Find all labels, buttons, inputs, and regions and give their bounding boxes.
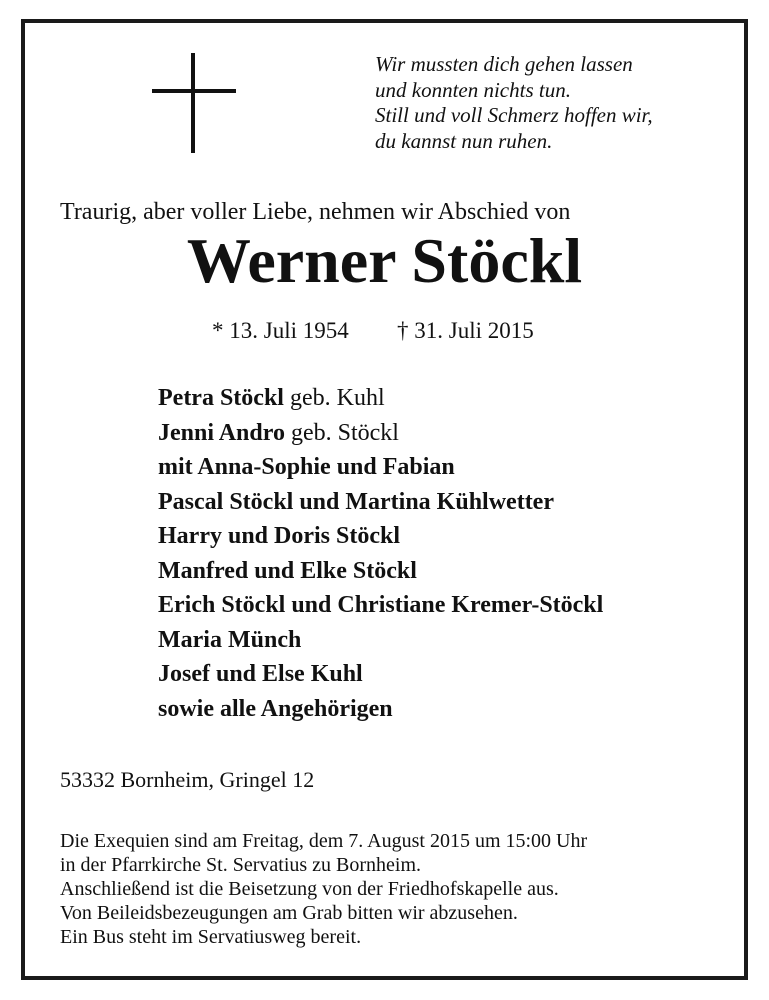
birth-date: * 13. Juli 1954: [212, 318, 349, 343]
mourner-row: [158, 416, 748, 451]
cross-icon: [152, 53, 236, 153]
mourner-name: Josef und Else Kuhl: [158, 661, 363, 687]
mourner-name: Harry und Doris Stöckl: [158, 523, 401, 549]
mourner-row: [158, 623, 748, 658]
mourner-name: Pascal Stöckl und Martina Kühlwetter: [158, 488, 554, 515]
deceased-name: Werner Stöckl: [186, 225, 583, 296]
mourner-note: geb. Stöckl: [284, 419, 399, 446]
notice-line: in der Pfarrkirche St. Servatius zu Bornheim.: [60, 854, 422, 876]
mourner-row: [158, 692, 748, 727]
mourner-row: [158, 554, 748, 589]
poem: [375, 52, 735, 154]
mourner-name: Erich Stöckl und Christiane Kremer-Stöckl: [158, 592, 604, 618]
death-date: † 31. Juli 2015: [397, 318, 534, 343]
mourner-row: [158, 485, 748, 520]
mourner-name: Manfred und Elke Stöckl: [158, 557, 417, 584]
notice-line: Ein Bus steht im Servatiusweg bereit.: [60, 926, 362, 948]
mourner-row: [158, 450, 748, 485]
funeral-notice: [60, 829, 740, 949]
mourner-note: geb. Kuhl: [283, 385, 385, 411]
poem-line: du kannst nun ruhen.: [375, 128, 553, 153]
notice-line: Anschließend ist die Beisetzung von der Friedhofskapelle aus.: [60, 878, 559, 900]
mourner-name: Jenni Andro: [158, 419, 285, 446]
mourner-name: mit Anna-Sophie und Fabian: [158, 454, 455, 480]
intro-text: Traurig, aber voller Liebe, nehmen wir Abschied von: [60, 199, 571, 225]
poem-line: und konnten nichts tun.: [375, 77, 571, 102]
mourner-row: [158, 657, 748, 692]
mourner-name: Petra Stöckl: [158, 385, 284, 411]
mourner-row: [158, 588, 748, 623]
mourners-list: [158, 381, 748, 726]
notice-line: Von Beileidsbezeugungen am Grab bitten wir abzusehen.: [60, 902, 518, 924]
mourner-name: sowie alle Angehörigen: [158, 695, 393, 722]
mourner-name: Maria Münch: [158, 626, 302, 653]
notice-line: Die Exequien sind am Freitag, dem 7. August 2015 um 15:00 Uhr: [60, 830, 588, 852]
poem-line: Still und voll Schmerz hoffen wir,: [375, 103, 653, 127]
poem-line: Wir mussten dich gehen lassen: [375, 52, 633, 76]
address: 53332 Bornheim, Gringel 12: [60, 767, 315, 792]
mourner-row: [158, 519, 748, 554]
mourner-row: [158, 381, 748, 416]
